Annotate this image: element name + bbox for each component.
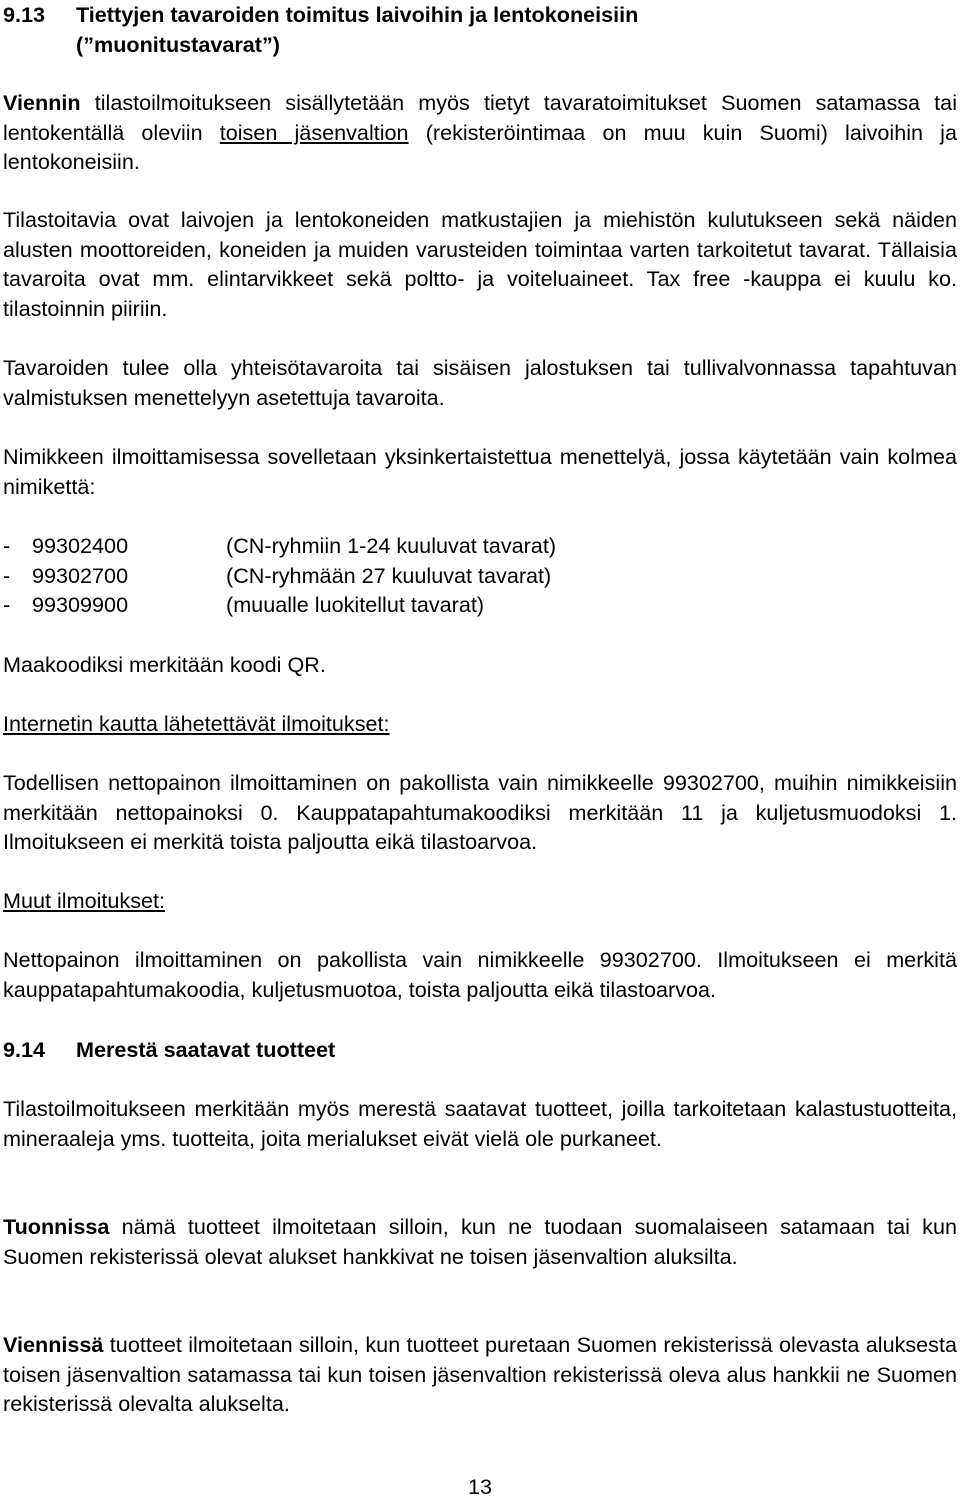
- list-description: (CN-ryhmään 27 kuuluvat tavarat): [226, 563, 552, 588]
- section-title-line1: Tiettyjen tavaroiden toimitus laivoihin ja lentokoneisiin: [76, 2, 639, 27]
- section-title: Merestä saatavat tuotteet: [76, 1037, 336, 1062]
- subheading-internet: Internetin kautta lähetettävät ilmoitukset:: [3, 711, 390, 736]
- paragraph-tilastoitavia: Tilastoitavia ovat laivojen ja lentokoneiden matkustajien ja miehistön kulutukseen sekä näiden alusten moottoreiden, koneiden ja muiden varusteiden toimintaa varten tarkoitetut tavarat. Tällaisia tavaroita ovat mm. elintarvikkeet sekä poltto- ja voiteluaineet. Tax free -kauppa ei kuulu ko. tilastoinnin piiriin.: [3, 207, 957, 321]
- paragraph-text: tilastoilmoitukseen sisällytetään myös tietyt tavaratoimitukset Suomen satamassa tai lentokentällä oleviin: [3, 90, 957, 145]
- list-code: 99309900: [32, 592, 129, 617]
- subheading-muut: Muut ilmoitukset:: [3, 888, 166, 913]
- list-description: (muualle luokitellut tavarat): [226, 592, 485, 617]
- paragraph-text: (rekisteröintimaa on muu kuin Suomi) laivoihin ja lentokoneisiin.: [3, 119, 957, 175]
- section-9-13-heading: [3, 0, 957, 60]
- list-description: (CN-ryhmiin 1-24 kuuluvat tavarat): [226, 533, 557, 558]
- code-list-item: [3, 590, 703, 620]
- paragraph-viennissa: [3, 1330, 957, 1419]
- list-dash: -: [3, 563, 11, 588]
- list-dash: -: [3, 592, 11, 617]
- paragraph-todellisen: Todellisen nettopainon ilmoittaminen on pakollista vain nimikkeelle 99302700, muihin nimikkeisiin merkitään nettopainoksi 0. Kauppatapahtumakoodiksi merkitään 11 ja kuljetusmuodoksi 1. Ilmoitukseen ei merkitä toista paljoutta eikä tilastoarvoa.: [3, 770, 957, 855]
- paragraph-maakoodi: Maakoodiksi merkitään koodi QR.: [3, 652, 326, 677]
- paragraph-tuonnissa: [3, 1212, 957, 1271]
- paragraph-tavaroiden: Tavaroiden tulee olla yhteisötavaroita tai sisäisen jalostuksen tai tullivalvonnassa tapahtuvan valmistuksen menettelyyn asetettuja tavaroita.: [3, 355, 957, 410]
- paragraph-text: tuotteet ilmoitetaan silloin, kun tuotteet puretaan Suomen rekisterissä olevasta aluksesta toisen jäsenvaltion satamassa tai kun toisen jäsenvaltion rekisterissä oleva alus hankkii ne Suomen rekisterissä olevalta alukselta.: [3, 1332, 957, 1417]
- page-number: 13: [467, 1474, 493, 1499]
- paragraph-nimikkeen: Nimikkeen ilmoittamisessa sovelletaan yksinkertaistettua menettelyä, jossa käytetään vain kolmea nimikettä:: [3, 444, 957, 499]
- paragraph-lead: Viennissä: [3, 1332, 104, 1357]
- code-list-item: [3, 531, 703, 561]
- link-toisen-jasenvaltion[interactable]: toisen jäsenvaltion: [219, 119, 409, 145]
- section-9-14-heading: [3, 1035, 957, 1065]
- list-code: 99302700: [32, 563, 129, 588]
- list-dash: -: [3, 533, 11, 558]
- paragraph-text: nämä tuotteet ilmoitetaan silloin, kun ne tuodaan suomalaiseen satamaan tai kun Suomen rekisterissä olevat alukset hankkivat ne toisen jäsenvaltion aluksilta.: [3, 1214, 957, 1269]
- paragraph-tilastoilmoitukseen: Tilastoilmoitukseen merkitään myös merestä saatavat tuotteet, joilla tarkoitetaan kalastustuotteita, mineraaleja yms. tuotteita, joita merialukset eivät vielä ole purkaneet.: [3, 1096, 957, 1151]
- section-number: 9.13: [3, 2, 46, 27]
- code-list-item: [3, 561, 703, 591]
- paragraph-nettopainon: Nettopainon ilmoittaminen on pakollista vain nimikkeelle 99302700. Ilmoitukseen ei merkitä kauppatapahtumakoodia, kuljetusmuotoa, toista paljoutta eikä tilastoarvoa.: [3, 947, 957, 1002]
- section-number: 9.14: [3, 1037, 46, 1062]
- paragraph-viennin: [3, 88, 957, 177]
- paragraph-lead: Tuonnissa: [3, 1214, 110, 1239]
- section-title-line2: (”muonitustavarat”): [76, 32, 280, 57]
- paragraph-lead: Viennin: [3, 90, 81, 115]
- list-code: 99302400: [32, 533, 129, 558]
